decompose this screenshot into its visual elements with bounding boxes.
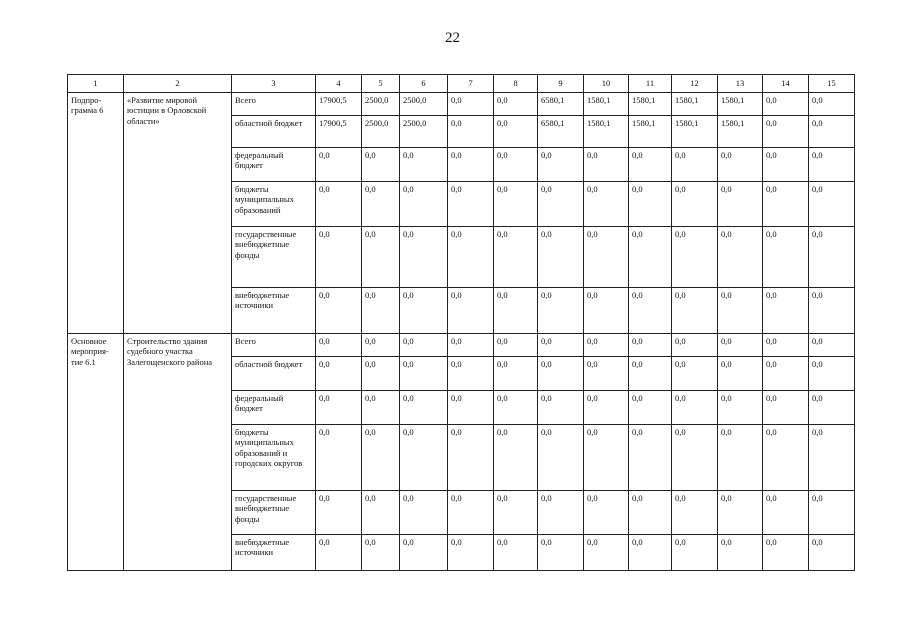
column-number-header: 12 [672, 75, 718, 93]
amount-cell: 0,0 [448, 116, 494, 148]
program-code-cell: Подпро- грамма 6 [68, 93, 124, 334]
amount-cell: 0,0 [448, 357, 494, 391]
amount-cell: 1580,1 [584, 116, 629, 148]
amount-cell: 0,0 [362, 357, 400, 391]
amount-cell: 0,0 [718, 227, 763, 288]
amount-cell: 0,0 [763, 93, 809, 116]
column-number-header: 15 [809, 75, 855, 93]
amount-cell: 17900,5 [316, 116, 362, 148]
amount-cell: 1580,1 [629, 116, 672, 148]
amount-cell: 0,0 [763, 182, 809, 227]
funding-source-cell: федеральный бюджет [232, 391, 316, 425]
funding-source-cell: областной бюджет [232, 116, 316, 148]
funding-source-cell: внебюджетные источники [232, 535, 316, 571]
amount-cell: 0,0 [718, 535, 763, 571]
amount-cell: 0,0 [494, 288, 538, 334]
amount-cell: 0,0 [494, 227, 538, 288]
amount-cell: 0,0 [448, 93, 494, 116]
amount-cell: 0,0 [400, 357, 448, 391]
amount-cell: 0,0 [809, 425, 855, 491]
amount-cell: 0,0 [629, 334, 672, 357]
program-name-cell: «Развитие мировой юстиции в Орловской области» [124, 93, 232, 334]
amount-cell: 0,0 [400, 535, 448, 571]
amount-cell: 0,0 [494, 148, 538, 182]
amount-cell: 0,0 [494, 535, 538, 571]
amount-cell: 0,0 [763, 357, 809, 391]
column-number-header: 4 [316, 75, 362, 93]
amount-cell: 6580,1 [538, 93, 584, 116]
amount-cell: 0,0 [494, 357, 538, 391]
amount-cell: 0,0 [809, 182, 855, 227]
amount-cell: 0,0 [629, 227, 672, 288]
amount-cell: 2500,0 [400, 93, 448, 116]
amount-cell: 0,0 [629, 535, 672, 571]
amount-cell: 0,0 [316, 148, 362, 182]
amount-cell: 0,0 [400, 491, 448, 535]
column-number-header: 3 [232, 75, 316, 93]
table-header-row [68, 75, 855, 93]
amount-cell: 0,0 [672, 535, 718, 571]
amount-cell: 0,0 [316, 491, 362, 535]
amount-cell: 0,0 [538, 182, 584, 227]
amount-cell: 0,0 [809, 357, 855, 391]
amount-cell: 0,0 [448, 391, 494, 425]
amount-cell: 0,0 [400, 288, 448, 334]
amount-cell: 0,0 [718, 334, 763, 357]
table-row [68, 334, 855, 357]
amount-cell: 0,0 [316, 425, 362, 491]
amount-cell: 0,0 [538, 425, 584, 491]
amount-cell: 0,0 [672, 182, 718, 227]
amount-cell: 6580,1 [538, 116, 584, 148]
amount-cell: 0,0 [763, 148, 809, 182]
amount-cell: 0,0 [763, 288, 809, 334]
amount-cell: 0,0 [448, 425, 494, 491]
amount-cell: 0,0 [538, 334, 584, 357]
amount-cell: 0,0 [718, 148, 763, 182]
amount-cell: 0,0 [718, 425, 763, 491]
amount-cell: 0,0 [672, 491, 718, 535]
amount-cell: 0,0 [448, 535, 494, 571]
amount-cell: 0,0 [809, 227, 855, 288]
amount-cell: 0,0 [629, 491, 672, 535]
amount-cell: 0,0 [448, 288, 494, 334]
amount-cell: 0,0 [584, 148, 629, 182]
amount-cell: 0,0 [494, 182, 538, 227]
funding-source-cell: областной бюджет [232, 357, 316, 391]
amount-cell: 0,0 [316, 182, 362, 227]
amount-cell: 2500,0 [362, 116, 400, 148]
amount-cell: 0,0 [494, 491, 538, 535]
amount-cell: 0,0 [809, 148, 855, 182]
amount-cell: 0,0 [763, 227, 809, 288]
amount-cell: 0,0 [629, 182, 672, 227]
amount-cell: 0,0 [809, 288, 855, 334]
amount-cell: 1580,1 [718, 93, 763, 116]
amount-cell: 0,0 [763, 116, 809, 148]
amount-cell: 0,0 [629, 391, 672, 425]
amount-cell: 0,0 [400, 334, 448, 357]
amount-cell: 0,0 [763, 491, 809, 535]
amount-cell: 0,0 [672, 334, 718, 357]
amount-cell: 1580,1 [672, 93, 718, 116]
amount-cell: 1580,1 [629, 93, 672, 116]
amount-cell: 0,0 [718, 391, 763, 425]
amount-cell: 0,0 [448, 334, 494, 357]
amount-cell: 0,0 [629, 148, 672, 182]
amount-cell: 0,0 [362, 535, 400, 571]
program-name-cell: Строительство здания судебного участка Залегощенского района [124, 334, 232, 571]
amount-cell: 0,0 [316, 535, 362, 571]
amount-cell: 1580,1 [718, 116, 763, 148]
amount-cell: 0,0 [400, 148, 448, 182]
amount-cell: 0,0 [362, 288, 400, 334]
column-number-header: 7 [448, 75, 494, 93]
amount-cell: 0,0 [494, 425, 538, 491]
funding-source-cell: федеральный бюджет [232, 148, 316, 182]
amount-cell: 0,0 [809, 116, 855, 148]
column-number-header: 13 [718, 75, 763, 93]
amount-cell: 0,0 [494, 116, 538, 148]
amount-cell: 0,0 [672, 227, 718, 288]
amount-cell: 0,0 [672, 288, 718, 334]
amount-cell: 0,0 [584, 491, 629, 535]
amount-cell: 0,0 [809, 334, 855, 357]
column-number-header: 14 [763, 75, 809, 93]
amount-cell: 0,0 [718, 182, 763, 227]
funding-source-cell: государственные внебюджетные фонды [232, 227, 316, 288]
amount-cell: 0,0 [672, 425, 718, 491]
amount-cell: 0,0 [584, 391, 629, 425]
budget-table [67, 74, 855, 571]
amount-cell: 0,0 [448, 227, 494, 288]
column-number-header: 10 [584, 75, 629, 93]
amount-cell: 0,0 [316, 334, 362, 357]
amount-cell: 0,0 [400, 391, 448, 425]
amount-cell: 0,0 [584, 227, 629, 288]
amount-cell: 0,0 [809, 491, 855, 535]
amount-cell: 0,0 [362, 182, 400, 227]
amount-cell: 0,0 [584, 357, 629, 391]
amount-cell: 0,0 [718, 288, 763, 334]
amount-cell: 0,0 [494, 93, 538, 116]
amount-cell: 0,0 [448, 491, 494, 535]
amount-cell: 0,0 [362, 391, 400, 425]
amount-cell: 0,0 [718, 357, 763, 391]
amount-cell: 0,0 [584, 182, 629, 227]
amount-cell: 0,0 [316, 391, 362, 425]
amount-cell: 0,0 [629, 425, 672, 491]
amount-cell: 0,0 [584, 288, 629, 334]
amount-cell: 0,0 [494, 391, 538, 425]
amount-cell: 0,0 [538, 535, 584, 571]
amount-cell: 0,0 [672, 148, 718, 182]
amount-cell: 0,0 [362, 227, 400, 288]
amount-cell: 2500,0 [362, 93, 400, 116]
amount-cell: 0,0 [316, 227, 362, 288]
amount-cell: 0,0 [763, 535, 809, 571]
amount-cell: 0,0 [362, 425, 400, 491]
amount-cell: 0,0 [316, 288, 362, 334]
funding-source-cell: государственные внебюджетные фонды [232, 491, 316, 535]
amount-cell: 0,0 [538, 491, 584, 535]
column-number-header: 1 [68, 75, 124, 93]
amount-cell: 0,0 [316, 357, 362, 391]
program-code-cell: Основное мероприя- тие 6.1 [68, 334, 124, 571]
column-number-header: 2 [124, 75, 232, 93]
amount-cell: 0,0 [672, 391, 718, 425]
amount-cell: 2500,0 [400, 116, 448, 148]
amount-cell: 0,0 [809, 535, 855, 571]
table-row [68, 93, 855, 116]
amount-cell: 0,0 [538, 357, 584, 391]
amount-cell: 17900,5 [316, 93, 362, 116]
amount-cell: 0,0 [362, 491, 400, 535]
funding-source-cell: внебюджетные источники [232, 288, 316, 334]
amount-cell: 0,0 [763, 425, 809, 491]
amount-cell: 0,0 [448, 148, 494, 182]
funding-source-cell: бюджеты муниципальных образований и городских округов [232, 425, 316, 491]
amount-cell: 0,0 [494, 334, 538, 357]
amount-cell: 0,0 [629, 357, 672, 391]
amount-cell: 1580,1 [672, 116, 718, 148]
amount-cell: 0,0 [362, 334, 400, 357]
amount-cell: 0,0 [538, 288, 584, 334]
amount-cell: 0,0 [400, 182, 448, 227]
funding-source-cell: Всего [232, 334, 316, 357]
amount-cell: 0,0 [584, 334, 629, 357]
funding-source-cell: бюджеты муниципальных образований [232, 182, 316, 227]
amount-cell: 0,0 [763, 334, 809, 357]
amount-cell: 0,0 [672, 357, 718, 391]
column-number-header: 8 [494, 75, 538, 93]
column-number-header: 11 [629, 75, 672, 93]
amount-cell: 0,0 [362, 148, 400, 182]
amount-cell: 0,0 [809, 391, 855, 425]
amount-cell: 1580,1 [584, 93, 629, 116]
amount-cell: 0,0 [584, 425, 629, 491]
amount-cell: 0,0 [629, 288, 672, 334]
column-number-header: 5 [362, 75, 400, 93]
page-number: 22 [445, 30, 460, 46]
amount-cell: 0,0 [538, 391, 584, 425]
amount-cell: 0,0 [400, 227, 448, 288]
amount-cell: 0,0 [538, 227, 584, 288]
column-number-header: 9 [538, 75, 584, 93]
amount-cell: 0,0 [400, 425, 448, 491]
amount-cell: 0,0 [718, 491, 763, 535]
amount-cell: 0,0 [809, 93, 855, 116]
amount-cell: 0,0 [538, 148, 584, 182]
amount-cell: 0,0 [763, 391, 809, 425]
amount-cell: 0,0 [448, 182, 494, 227]
column-number-header: 6 [400, 75, 448, 93]
amount-cell: 0,0 [584, 535, 629, 571]
funding-source-cell: Всего [232, 93, 316, 116]
